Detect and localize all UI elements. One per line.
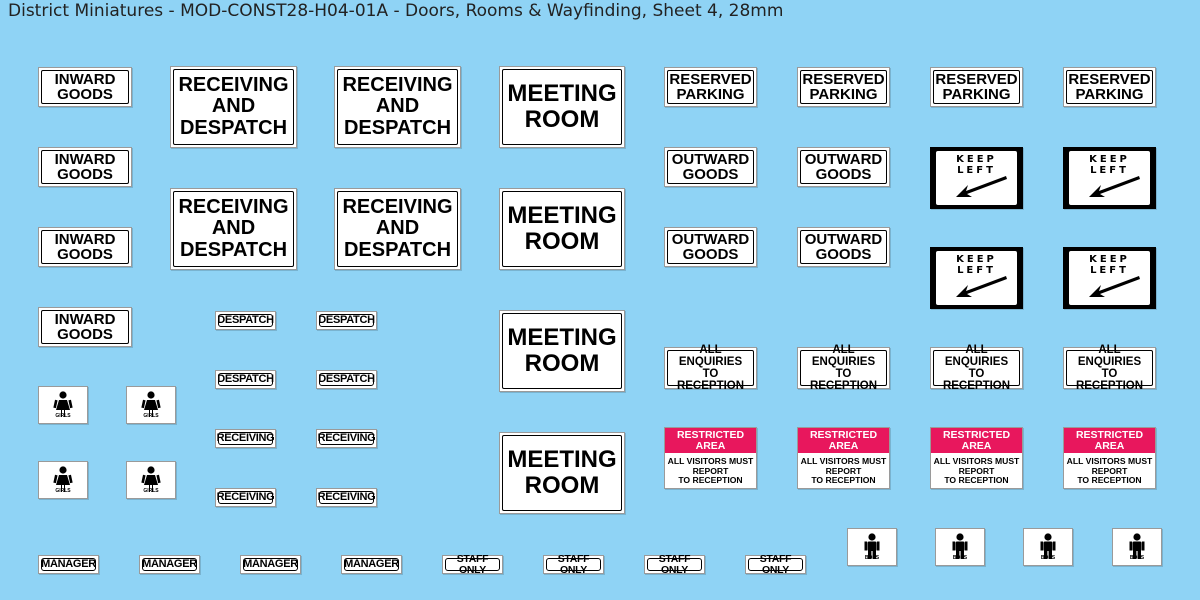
all-enquiries-sign <box>930 343 1023 393</box>
keep-left-panel <box>1069 151 1150 205</box>
sheet-title: District Miniatures - MOD-CONST28-H04-01A - Doors, Rooms & Wayfinding, Sheet 4, 28mm <box>8 1 784 21</box>
receiving-sign-border <box>218 491 273 504</box>
manager-sign <box>240 555 301 574</box>
receiving-sign-border <box>319 432 374 445</box>
manager-sign-border <box>142 558 197 571</box>
restricted-area-band: RESTRICTED AREA <box>798 428 889 453</box>
inward-goods-sign-border <box>41 70 129 104</box>
keep-left-sign <box>1063 147 1156 209</box>
boys-sign <box>1023 528 1073 566</box>
reserved-parking-sign-border <box>1066 70 1153 104</box>
staff-only-sign-border <box>748 553 803 576</box>
reserved-parking-sign <box>930 67 1023 107</box>
all-enquiries-sign <box>664 343 757 393</box>
keep-left-text: KEEP LEFT <box>1089 254 1130 276</box>
reserved-parking-sign-text: RESERVED PARKING <box>1068 71 1151 103</box>
receiving-sign-text: RECEIVING <box>317 432 376 444</box>
outward-goods-sign-border <box>800 150 887 184</box>
receiving-despatch-sign-border <box>173 191 294 267</box>
meeting-room-sign <box>499 188 625 270</box>
meeting-room-sign <box>499 66 625 148</box>
manager-sign-text: MANAGER <box>243 558 298 570</box>
meeting-room-sign <box>499 432 625 514</box>
despatch-sign <box>215 370 276 389</box>
despatch-sign-text: DESPATCH <box>217 314 274 326</box>
all-enquiries-sign-border <box>667 343 754 393</box>
receiving-sign <box>215 429 276 448</box>
all-enquiries-sign-text: ALL ENQUIRIES TO RECEPTION <box>942 343 1011 393</box>
meeting-room-sign-border <box>502 313 622 389</box>
outward-goods-sign <box>664 147 757 187</box>
keep-left-text: KEEP LEFT <box>956 154 997 176</box>
girls-sign-caption: GIRLS <box>143 488 159 494</box>
receiving-sign <box>215 488 276 507</box>
restricted-area-body: ALL VISITORS MUST REPORT TO RECEPTION <box>800 456 887 486</box>
staff-only-sign <box>543 555 604 574</box>
receiving-despatch-sign-text: RECEIVING AND DESPATCH <box>342 73 453 139</box>
staff-only-sign <box>745 555 806 574</box>
outward-goods-sign-text: OUTWARD GOODS <box>671 151 750 183</box>
reserved-parking-sign-text: RESERVED PARKING <box>669 71 752 103</box>
restricted-area-body: ALL VISITORS MUST REPORT TO RECEPTION <box>667 456 754 486</box>
receiving-despatch-sign-text: RECEIVING AND DESPATCH <box>178 195 289 261</box>
reserved-parking-sign <box>1063 67 1156 107</box>
meeting-room-sign-border <box>502 191 622 267</box>
all-enquiries-sign-text: ALL ENQUIRIES TO RECEPTION <box>1075 343 1144 393</box>
all-enquiries-sign-text: ALL ENQUIRIES TO RECEPTION <box>809 343 878 393</box>
keep-left-sign <box>930 247 1023 309</box>
despatch-sign-text: DESPATCH <box>318 314 375 326</box>
restricted-area-band: RESTRICTED AREA <box>931 428 1022 453</box>
reserved-parking-sign-text: RESERVED PARKING <box>802 71 885 103</box>
keep-left-panel <box>1069 251 1150 305</box>
keep-left-panel <box>936 151 1017 205</box>
meeting-room-sign-text: MEETING ROOM <box>507 446 617 499</box>
manager-sign-text: MANAGER <box>344 558 399 570</box>
receiving-despatch-sign <box>334 188 461 270</box>
receiving-sign-text: RECEIVING <box>317 491 376 503</box>
receiving-despatch-sign-text: RECEIVING AND DESPATCH <box>178 73 289 139</box>
all-enquiries-sign <box>797 343 890 393</box>
receiving-sign-text: RECEIVING <box>216 432 275 444</box>
staff-only-sign-border <box>445 553 500 576</box>
boys-sign-caption: BOYS <box>1129 555 1145 561</box>
boys-sign-caption: BOYS <box>864 555 880 561</box>
despatch-sign-border <box>218 314 273 327</box>
restricted-area-band: RESTRICTED AREA <box>665 428 756 453</box>
girls-sign-caption: GIRLS <box>143 413 159 419</box>
meeting-room-sign-text: MEETING ROOM <box>507 202 617 255</box>
despatch-sign-text: DESPATCH <box>318 373 375 385</box>
keep-left-text: KEEP LEFT <box>956 254 997 276</box>
manager-sign-border <box>344 558 399 571</box>
meeting-room-sign-border <box>502 435 622 511</box>
outward-goods-sign-text: OUTWARD GOODS <box>671 231 750 263</box>
restricted-area-body: ALL VISITORS MUST REPORT TO RECEPTION <box>1066 456 1153 486</box>
receiving-sign-border <box>218 432 273 445</box>
all-enquiries-sign-text: ALL ENQUIRIES TO RECEPTION <box>676 343 745 393</box>
restricted-area-sign <box>1063 427 1156 489</box>
staff-only-sign-text: STAFF ONLY <box>557 553 590 576</box>
outward-goods-sign-text: OUTWARD GOODS <box>804 231 883 263</box>
inward-goods-sign <box>38 227 132 267</box>
girls-sign-caption: GIRLS <box>55 488 71 494</box>
inward-goods-sign-text: INWARD GOODS <box>54 311 116 343</box>
manager-sign <box>38 555 99 574</box>
staff-only-sign-border <box>546 553 601 576</box>
boys-sign-caption: BOYS <box>952 555 968 561</box>
girls-sign <box>38 461 88 499</box>
outward-goods-sign-border <box>800 230 887 264</box>
girls-sign-caption: GIRLS <box>55 413 71 419</box>
outward-goods-sign-border <box>667 230 754 264</box>
reserved-parking-sign <box>664 67 757 107</box>
all-enquiries-sign <box>1063 343 1156 393</box>
boys-sign-caption: BOYS <box>1040 555 1056 561</box>
receiving-sign <box>316 488 377 507</box>
girls-sign <box>126 386 176 424</box>
despatch-sign <box>316 311 377 330</box>
despatch-sign <box>215 311 276 330</box>
manager-sign-text: MANAGER <box>41 558 96 570</box>
reserved-parking-sign-border <box>933 70 1020 104</box>
despatch-sign-border <box>319 314 374 327</box>
inward-goods-sign <box>38 147 132 187</box>
outward-goods-sign-border <box>667 150 754 184</box>
restricted-area-band: RESTRICTED AREA <box>1064 428 1155 453</box>
staff-only-sign-text: STAFF ONLY <box>759 553 792 576</box>
inward-goods-sign <box>38 307 132 347</box>
outward-goods-sign-text: OUTWARD GOODS <box>804 151 883 183</box>
staff-only-sign <box>644 555 705 574</box>
keep-left-text: KEEP LEFT <box>1089 154 1130 176</box>
receiving-despatch-sign <box>170 66 297 148</box>
receiving-sign-border <box>319 491 374 504</box>
despatch-sign <box>316 370 377 389</box>
girls-sign <box>38 386 88 424</box>
inward-goods-sign-border <box>41 150 129 184</box>
keep-left-panel <box>936 251 1017 305</box>
meeting-room-sign <box>499 310 625 392</box>
reserved-parking-sign-text: RESERVED PARKING <box>935 71 1018 103</box>
meeting-room-sign-text: MEETING ROOM <box>507 324 617 377</box>
meeting-room-sign-text: MEETING ROOM <box>507 80 617 133</box>
restricted-area-sign <box>797 427 890 489</box>
inward-goods-sign-border <box>41 310 129 344</box>
girls-sign <box>126 461 176 499</box>
staff-only-sign <box>442 555 503 574</box>
inward-goods-sign-text: INWARD GOODS <box>54 151 116 183</box>
despatch-sign-text: DESPATCH <box>217 373 274 385</box>
receiving-despatch-sign-text: RECEIVING AND DESPATCH <box>342 195 453 261</box>
receiving-sign <box>316 429 377 448</box>
meeting-room-sign-border <box>502 69 622 145</box>
staff-only-sign-text: STAFF ONLY <box>658 553 691 576</box>
receiving-despatch-sign-border <box>337 69 458 145</box>
keep-left-sign <box>1063 247 1156 309</box>
all-enquiries-sign-border <box>800 343 887 393</box>
outward-goods-sign <box>797 147 890 187</box>
boys-sign <box>847 528 897 566</box>
inward-goods-sign <box>38 67 132 107</box>
outward-goods-sign <box>664 227 757 267</box>
manager-sign-text: MANAGER <box>142 558 197 570</box>
manager-sign <box>139 555 200 574</box>
restricted-area-body: ALL VISITORS MUST REPORT TO RECEPTION <box>933 456 1020 486</box>
reserved-parking-sign-border <box>800 70 887 104</box>
boys-sign <box>1112 528 1162 566</box>
all-enquiries-sign-border <box>933 343 1020 393</box>
reserved-parking-sign <box>797 67 890 107</box>
staff-only-sign-text: STAFF ONLY <box>456 553 489 576</box>
all-enquiries-sign-border <box>1066 343 1153 393</box>
manager-sign-border <box>41 558 96 571</box>
receiving-despatch-sign <box>334 66 461 148</box>
outward-goods-sign <box>797 227 890 267</box>
inward-goods-sign-text: INWARD GOODS <box>54 71 116 103</box>
receiving-despatch-sign <box>170 188 297 270</box>
manager-sign-border <box>243 558 298 571</box>
restricted-area-sign <box>664 427 757 489</box>
despatch-sign-border <box>319 373 374 386</box>
manager-sign <box>341 555 402 574</box>
receiving-despatch-sign-border <box>173 69 294 145</box>
despatch-sign-border <box>218 373 273 386</box>
receiving-despatch-sign-border <box>337 191 458 267</box>
receiving-sign-text: RECEIVING <box>216 491 275 503</box>
keep-left-sign <box>930 147 1023 209</box>
inward-goods-sign-border <box>41 230 129 264</box>
boys-sign <box>935 528 985 566</box>
inward-goods-sign-text: INWARD GOODS <box>54 231 116 263</box>
staff-only-sign-border <box>647 553 702 576</box>
restricted-area-sign <box>930 427 1023 489</box>
reserved-parking-sign-border <box>667 70 754 104</box>
